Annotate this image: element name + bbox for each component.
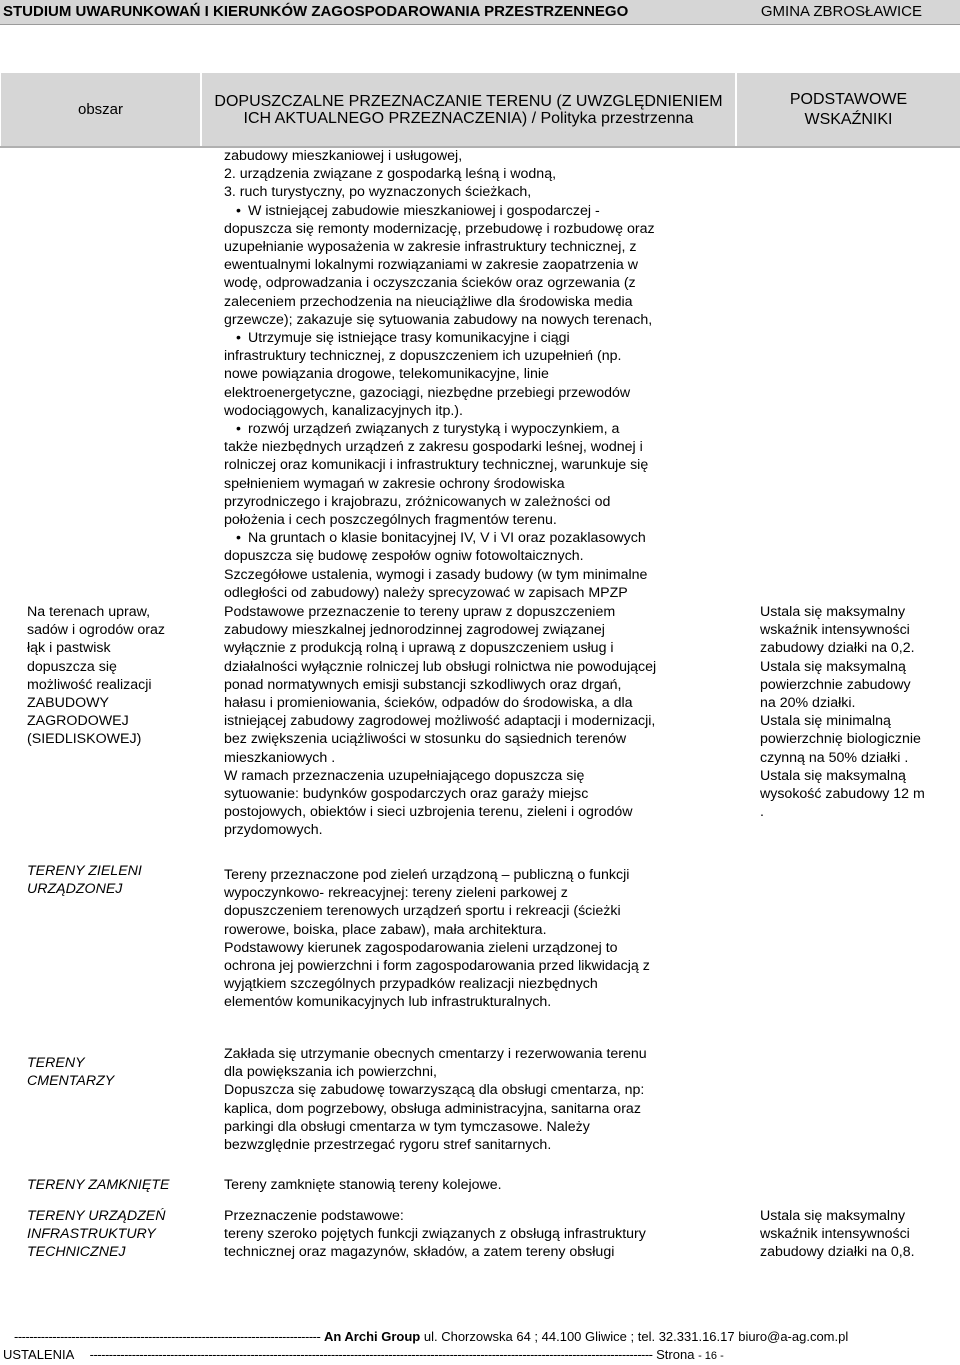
text-line: dla powiększania ich powierzchni, <box>224 1064 437 1081</box>
text-line: wypoczynkowo- rekreacyjnej: tereny zieleni parkowej z <box>224 885 568 902</box>
text-line: Zakłada się utrzymanie obecnych cmentarzy i rezerwowania terenu <box>224 1046 647 1062</box>
row-cmentarzy-przeznaczenie <box>224 1045 736 1154</box>
text-line: wskaźnik intensywności <box>760 622 910 639</box>
text-line: Ustala się maksymalną <box>760 767 906 784</box>
text-line: Ustala się maksymalny <box>760 1208 906 1224</box>
footer-page-label: Strona <box>656 1347 695 1362</box>
bullet-item <box>224 420 736 438</box>
column-header-wskazniki-line-2: WSKAŹNIKI <box>804 110 893 128</box>
column-header-przeznaczenie-line-1: DOPUSZCZALNE PRZEZNACZANIE TERENU (Z UWZGLĘDNIENIEM <box>214 92 723 110</box>
text-line: Tereny przeznaczone pod zieleń urządzoną – publiczną o funkcji <box>224 867 630 883</box>
text-line: zabudowy działki na 0,2. <box>760 640 915 657</box>
bullet-item <box>224 529 736 547</box>
municipality-name: GMINA ZBROSŁAWICE <box>760 3 922 20</box>
text-line: bez zwiększenia uciążliwości w stosunku do sąsiednich terenów <box>224 731 627 748</box>
text-line: działalności wyłącznie rolniczej lub obsługi rolnictwa nie powodującej <box>224 658 657 675</box>
column-header-przeznaczenie-line-2: ICH AKTUALNEGO PRZEZNACZENIA) / Polityka przestrzenna <box>243 109 694 127</box>
document-title: STUDIUM UWARUNKOWAŃ I KIERUNKÓW ZAGOSPODAROWANIA PRZESTRZENNEGO <box>3 3 629 20</box>
text-line: sadów i ogrodów oraz <box>27 622 166 639</box>
row-infrastruktury-przeznaczenie <box>224 1207 736 1262</box>
footer-address: ul. Chorzowska 64 ; 44.100 Gliwice ; tel. 32.331.16.17 biuro@a-ag.com.pl <box>420 1329 849 1344</box>
text-line: na 20% działki. <box>760 695 856 712</box>
row-zagrodowa-wskazniki <box>760 603 960 821</box>
footer-page-number: - 16 - <box>698 1350 724 1362</box>
text-line: ZAGRODOWEJ <box>27 713 129 730</box>
text-line: parkingi dla obsługi cmentarza w tym tymczasowe. Należy <box>224 1118 590 1135</box>
text-line: TECHNICZNEJ <box>27 1244 126 1261</box>
text-line: spełnieniem wymagań w zakresie ochrony środowiska <box>224 475 565 492</box>
text-line: (SIEDLISKOWEJ) <box>27 731 142 748</box>
text-line: powierzchnię biologicznie <box>760 731 921 748</box>
text-line: dopuszcza się budowę zespołów ogniw fotowoltaicznych. <box>224 548 584 565</box>
text-line: zabudowy mieszkalnej jednorodzinnej zagrodowej związanej <box>224 622 605 639</box>
text-line: wodociągowych, kanalizacyjnych itp.). <box>224 402 463 419</box>
text-line: bezwzględnie przestrzegać rygoru stref sanitarnych. <box>224 1137 552 1154</box>
footer-contact-line <box>14 1329 848 1344</box>
text-line: Dopuszcza się zabudowę towarzyszącą dla obsługi cmentarza, np: <box>224 1082 645 1099</box>
row-infrastruktury-obszar <box>27 1207 202 1262</box>
text-line: Przeznaczenie podstawowe: <box>224 1208 404 1224</box>
continuation-text <box>224 147 736 602</box>
text-line: dopuszcza się remonty modernizację, przebudowę i rozbudowę oraz <box>224 220 655 237</box>
bullet-item <box>224 329 736 347</box>
text-line: 3. ruch turystyczny, po wyznaczonych ścieżkach, <box>224 184 532 201</box>
text-line: TERENY <box>27 1055 85 1071</box>
column-header-obszar-label: obszar <box>77 101 124 118</box>
text-line: łąk i pastwisk <box>27 640 111 657</box>
text-line: przyrodniczego i krajobrazu, zróżnicowanych w zależności od <box>224 493 611 510</box>
text-line: Szczegółowe ustalenia, wymogi i zasady budowy (w tym minimalne <box>224 566 648 583</box>
text-line: tereny szeroko pojętych funkcji związanych z obsługą infrastruktury <box>224 1226 646 1243</box>
bullet-item <box>224 202 736 220</box>
text-line: technicznej oraz magazynów, składów, a zatem tereny obsługi <box>224 1244 615 1261</box>
text-line: zabudowy działki na 0,8. <box>760 1244 915 1261</box>
text-line: Tereny zamknięte stanowią tereny kolejowe. <box>224 1177 502 1193</box>
text-line: elementów komunikacyjnych lub infrastrukturalnych. <box>224 994 552 1011</box>
text-line: elektroenergetyczne, gazociągi, niezbędne przebiegi przewodów <box>224 384 631 401</box>
column-header-wskazniki-line-1: PODSTAWOWE <box>789 90 908 108</box>
text-line: powierzchnie zabudowy <box>760 676 911 693</box>
text-line: rowerowe, boiska, place zabaw), mała architektura. <box>224 921 547 938</box>
text-line: ewentualnymi lokalnymi rozwiązaniami w zakresie zaopatrzenia w <box>224 257 638 274</box>
text-line: zaleceniem przechodzenia na nieuciążliwe dla środowiska media <box>224 293 633 310</box>
text-line: odległości od zabudowy) należy sprecyzować w zapisach MPZP <box>224 584 628 601</box>
text-line: . <box>760 804 764 821</box>
text-line: INFRASTRUKTURY <box>27 1226 156 1243</box>
text-line: • W istniejącej zabudowie mieszkaniowej i gospodarczej - <box>248 202 736 220</box>
text-line: hałasu i promieniowania, ścieków, odpadów do środowiska, a dla <box>224 695 633 712</box>
text-line: także niezbędnych urządzeń z zakresu gospodarki leśnej, wodnej i <box>224 439 643 456</box>
row-zamkniete-obszar <box>27 1176 202 1194</box>
text-line: URZĄDZONEJ <box>27 881 123 898</box>
row-cmentarzy-obszar <box>27 1054 202 1090</box>
column-header-wskazniki <box>736 73 960 146</box>
text-line: grzewcze); zakazuje się sytuowania zabudowy na nowych terenach, <box>224 311 653 328</box>
text-line: przydomowych. <box>224 822 323 839</box>
footer-rule: --------------------------------------------------------------------------------------------------------------------------------------------------- <box>77 1347 653 1362</box>
footer-section: USTALENIA <box>3 1347 74 1362</box>
text-line: ZABUDOWY <box>27 695 109 712</box>
document-header-bar <box>0 0 960 25</box>
column-header-obszar <box>0 73 200 146</box>
text-line: Ustala się maksymalny <box>760 604 906 620</box>
text-line: dopuszczeniem terenowych urządzeń sportu i rekreacji (ścieżki <box>224 903 621 920</box>
row-zagrodowa-przeznaczenie <box>224 603 736 840</box>
text-line: Podstawowe przeznaczenie to tereny upraw z dopuszczeniem <box>224 604 616 620</box>
text-line: TERENY ZIELENI <box>27 863 142 879</box>
text-line: • Utrzymuje się istniejące trasy komunikacyjne i ciągi <box>248 329 736 347</box>
text-line: kaplica, dom pogrzebowy, obsługa administracyjna, sanitarna oraz <box>224 1100 641 1117</box>
text-line: ponad normatywnych emisji substancji szkodliwych oraz drgań, <box>224 676 622 693</box>
footer-page-line <box>3 1347 724 1362</box>
text-line: wyjątkiem szczególnych przypadków realizacji niezbędnych <box>224 976 598 993</box>
row-zieleni-przeznaczenie <box>224 866 736 1012</box>
text-line: wyłącznie z produkcją rolną i uprawą z dopuszczeniem usług i <box>224 640 614 657</box>
text-line: Ustala się maksymalną <box>760 658 906 675</box>
row-zieleni-obszar <box>27 862 202 898</box>
text-line: 2. urządzenia związane z gospodarką leśną i wodną, <box>224 166 557 183</box>
column-header-przeznaczenie <box>201 73 735 146</box>
text-line: wodę, odprowadzania i oczyszczania ścieków oraz ogrzewania (z <box>224 275 636 292</box>
text-line: nowe powiązania drogowe, telekomunikacyjne, linie <box>224 366 549 383</box>
text-line: wskaźnik intensywności <box>760 1226 910 1243</box>
row-zamkniete-przeznaczenie <box>224 1176 736 1194</box>
text-line: postojowych, obiektów i sieci uzbrojenia terenu, zieleni i ogrodów <box>224 804 633 821</box>
footer-rule: -------------------------------------------------------------------------------- <box>14 1329 321 1344</box>
text-line: uzupełnianie wyposażenia w zakresie infrastruktury technicznej, z <box>224 239 637 256</box>
text-line: możliwość realizacji <box>27 676 152 693</box>
text-line: dopuszcza się <box>27 658 117 675</box>
text-line: Na terenach upraw, <box>27 604 151 620</box>
text-line: zabudowy mieszkaniowej i usługowej, <box>224 148 463 164</box>
text-line: mieszkaniowych . <box>224 749 336 766</box>
text-line: • rozwój urządzeń związanych z turystyką i wypoczynkiem, a <box>248 420 736 438</box>
text-line: TERENY URZĄDZEŃ <box>27 1208 166 1224</box>
text-line: wysokość zabudowy 12 m <box>760 786 925 803</box>
text-line: Ustala się minimalną <box>760 713 891 730</box>
text-line: infrastruktury technicznej, z dopuszczeniem ich uzupełnień (np. <box>224 348 622 365</box>
text-line: istniejącej zabudowy zagrodowej możliwość adaptacji i modernizacji, <box>224 713 656 730</box>
text-line: czynną na 50% działki . <box>760 749 909 766</box>
text-line: rolniczej oraz komunikacji i infrastruktury technicznej, warunkuje się <box>224 457 649 474</box>
text-line: Podstawowy kierunek zagospodarowania zieleni urządzonej to <box>224 939 618 956</box>
row-zagrodowa-obszar <box>27 603 202 749</box>
text-line: położenia i cech poszczególnych fragmentów terenu. <box>224 512 557 529</box>
text-line: • Na gruntach o klasie bonitacyjnej IV, V i VI oraz pozaklasowych <box>248 529 736 547</box>
row-infrastruktury-wskazniki <box>760 1207 960 1262</box>
text-line: TERENY ZAMKNIĘTE <box>27 1177 170 1193</box>
text-line: ochrona jej powierzchni i form zagospodarowania przed likwidacją z <box>224 958 650 975</box>
text-line: W ramach przeznaczenia uzupełniającego dopuszcza się <box>224 767 585 784</box>
text-line: CMENTARZY <box>27 1073 115 1090</box>
text-line: sytuowanie: budynków gospodarczych oraz garaży miejsc <box>224 786 589 803</box>
footer-company: An Archi Group <box>323 1329 421 1344</box>
